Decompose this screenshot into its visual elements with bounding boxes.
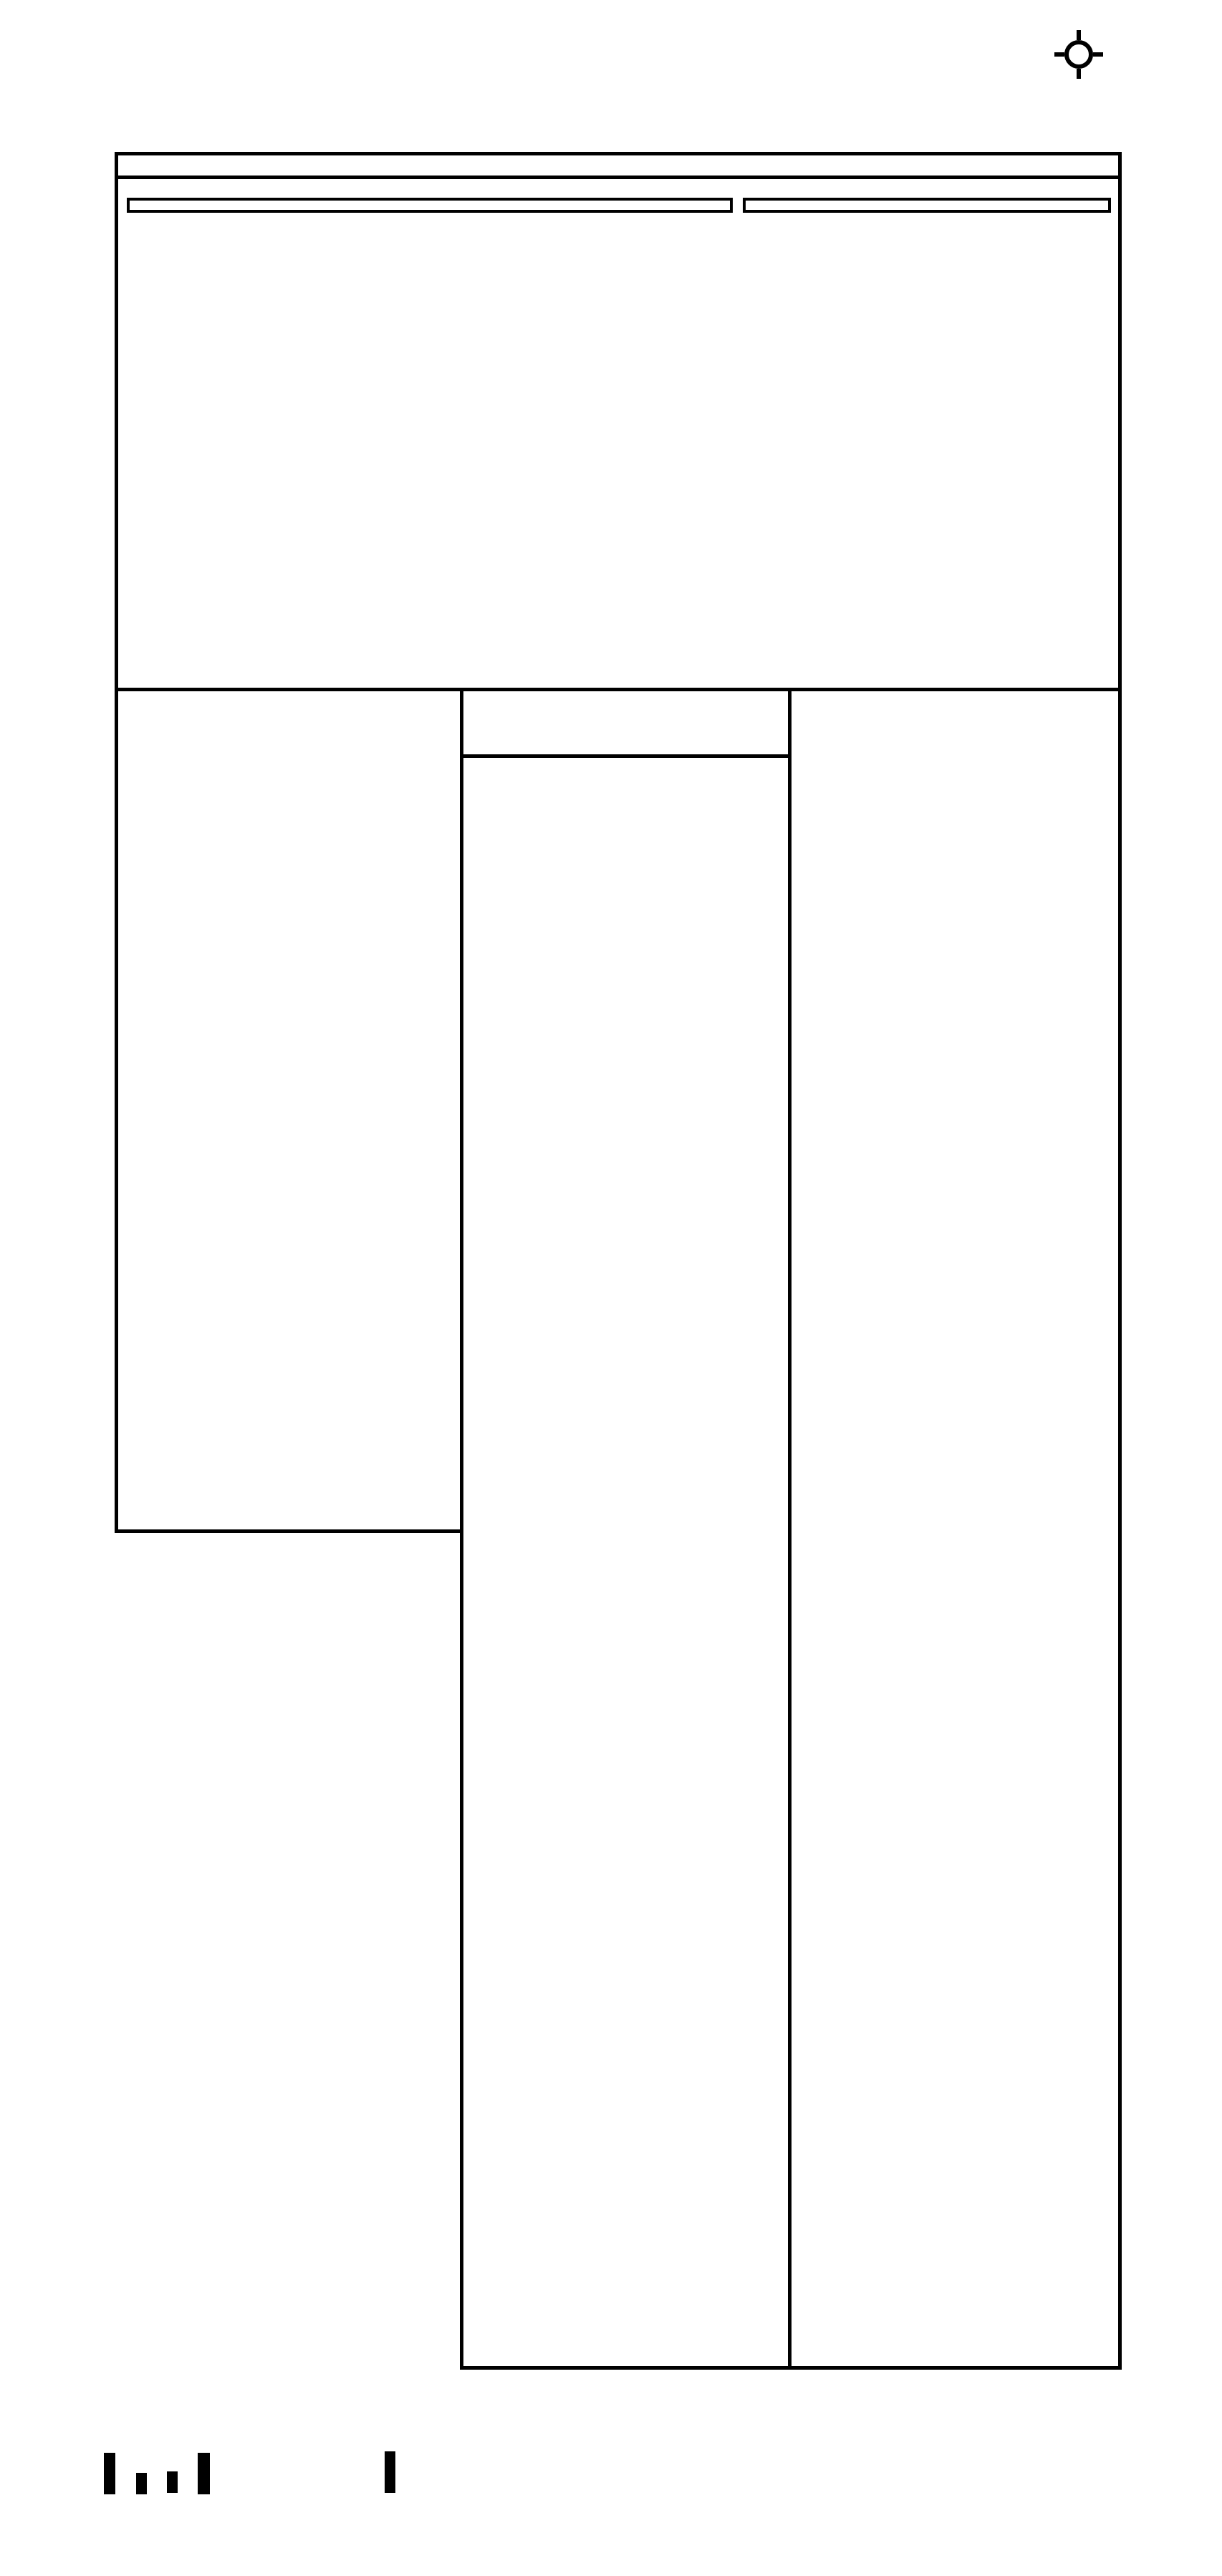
county-header	[118, 155, 1118, 179]
middle-column	[460, 691, 788, 2370]
instructions-boxes	[127, 198, 1111, 213]
to-vote-box	[127, 198, 733, 213]
timing-mark-row-bottom	[0, 2495, 1222, 2547]
right-column	[788, 691, 1122, 2370]
stub-bar	[167, 2471, 178, 2493]
stub-bar	[385, 2451, 395, 2493]
special-election-banner	[463, 691, 788, 758]
ballot-header	[115, 152, 1122, 691]
ballot-columns	[115, 691, 1122, 2370]
timing-mark-row-top	[0, 90, 1222, 123]
warning-box	[743, 198, 1111, 213]
stub-bar	[104, 2453, 115, 2494]
stub-bar	[136, 2473, 147, 2494]
registration-crosshair-icon	[1054, 30, 1103, 82]
left-column	[115, 691, 460, 1533]
stub-bar	[198, 2453, 210, 2494]
